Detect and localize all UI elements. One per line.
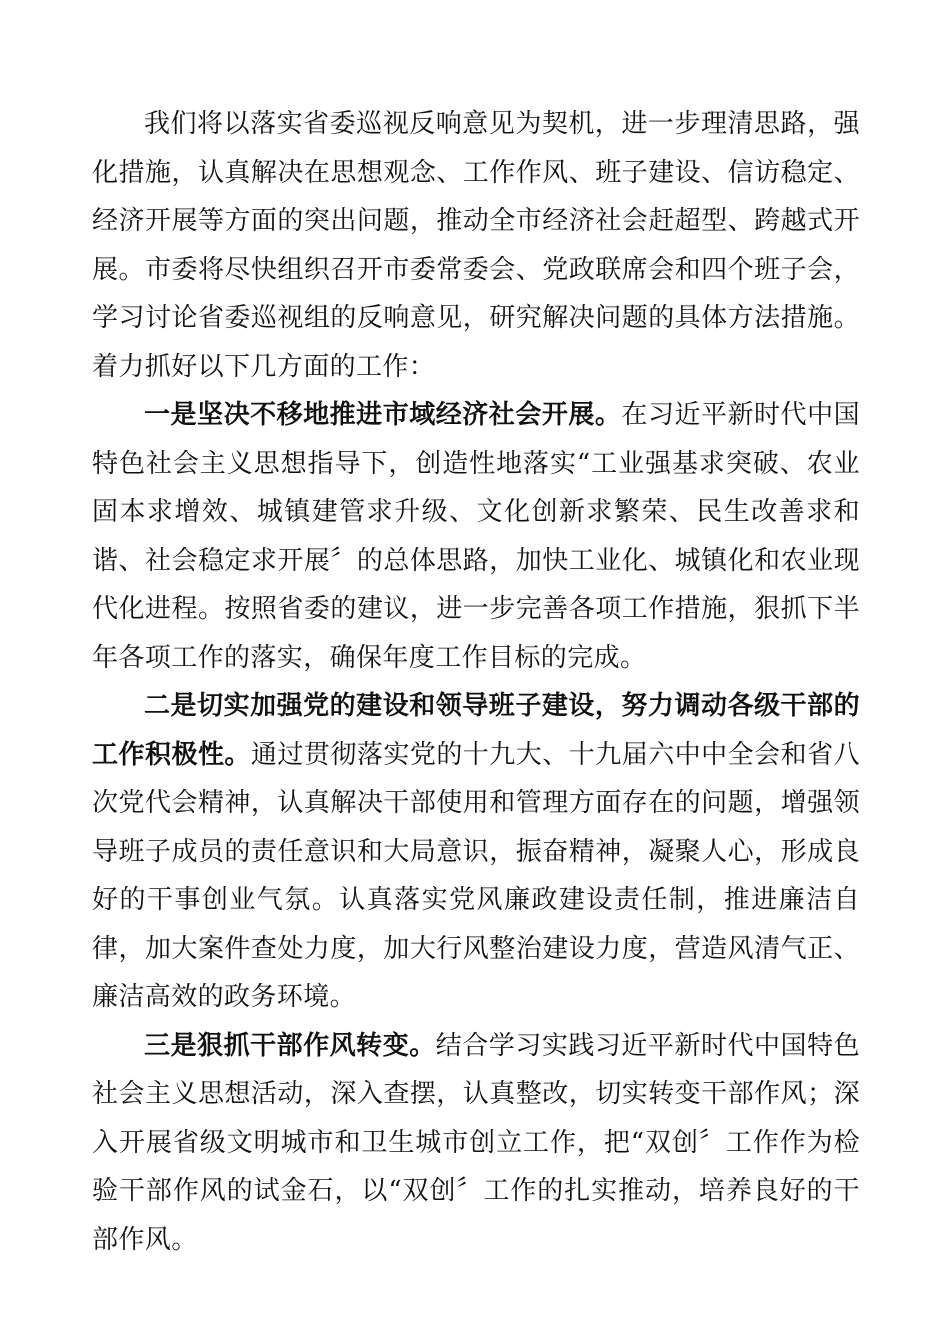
paragraph-lead: 一是坚决不移地推进市域经济社会开展。: [144, 400, 622, 430]
paragraph-text: 通过贯彻落实党的十九大、十九届六中中全会和省八次党代会精神，认真解决干部使用和管理方面存在的问题，增强领导班子成员的责任意识和大局意识，振奋精神，凝聚人心，形成良好的干事创业气氛。认真落实党风廉政建设责任制，推进廉洁自律，加大案件查处力度，加大行风整治建设力度，营造风清气正、廉洁高效的政务环境。: [92, 739, 861, 1012]
paragraph-text: 我们将以落实省委巡视反响意见为契机，进一步理清思路，强化措施，认真解决在思想观念、工作作风、班子建设、信访稳定、经济开展等方面的突出问题，推动全市经济社会赶超型、跨越式开展。市委将尽快组织召开市委常委会、党政联席会和四个班子会，学习讨论省委巡视组的反响意见，研究解决问题的具体方法措施。着力抓好以下几方面的工作：: [92, 109, 860, 382]
paragraph-intro: [92, 100, 860, 391]
paragraph-point-2: [92, 682, 860, 1022]
paragraph-lead: 二是切实加强党的建设和领导班子建设，努力调动各级干部的工作积极性。: [92, 691, 860, 770]
paragraph-text: 结合学习实践习近平新时代中国特色社会主义思想活动，深入查摆，认真整改，切实转变干部作风；深入开展省级文明城市和卫生城市创立工作，把“双创〞工作作为检验干部作风的试金石，以“双创〞工作的扎实推动，培养良好的干部作风。: [92, 1030, 860, 1255]
paragraph-point-3: [92, 1022, 860, 1265]
paragraph-text: 在习近平新时代中国特色社会主义思想指导下，创造性地落实“工业强基求突破、农业固本求增效、城镇建管求升级、文化创新求繁荣、民生改善求和谐、社会稳定求开展〞的总体思路，加快工业化、城镇化和农业现代化进程。按照省委的建议，进一步完善各项工作措施，狠抓下半年各项工作的落实，确保年度工作目标的完成。: [92, 400, 861, 673]
paragraph-lead: 三是狠抓干部作风转变。: [144, 1030, 436, 1061]
document-page: [92, 100, 860, 1264]
paragraph-point-1: [92, 391, 860, 682]
